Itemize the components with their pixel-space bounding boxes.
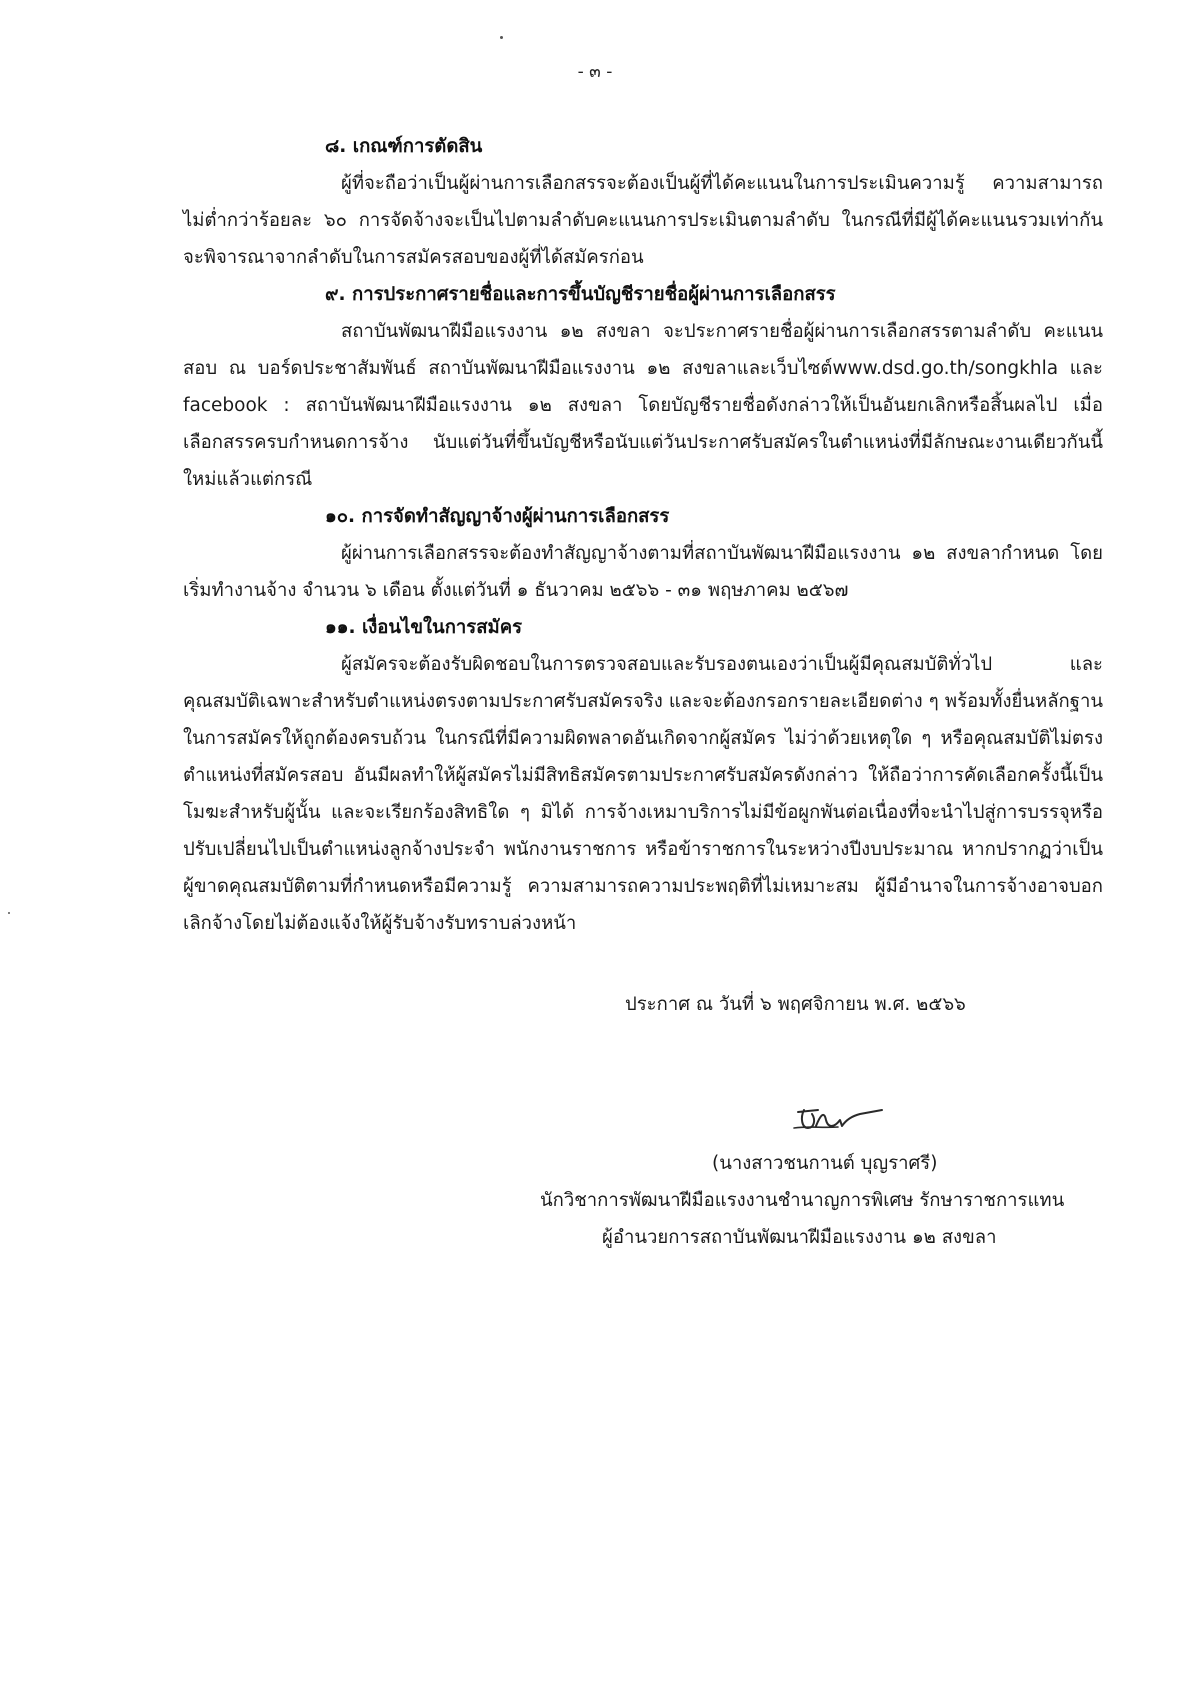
signatory-position-2: ผู้อำนวยการสถาบันพัฒนาฝีมือแรงงาน ๑๒ สงขลา bbox=[602, 1227, 997, 1248]
signatory-name: (นางสาวชนกานต์ บุญราศรี) bbox=[712, 1153, 938, 1174]
scan-speck bbox=[8, 912, 10, 914]
signature-block bbox=[540, 1145, 1110, 1256]
scan-speck bbox=[500, 36, 503, 39]
section-paragraph: ผู้ที่จะถือว่าเป็นผู้ผ่านการเลือกสรรจะต้องเป็นผู้ที่ได้คะแนนในการประเมินความรู้ ความสามารถ ไม่ต่ำกว่าร้อยละ ๖๐ การจัดจ้างจะเป็นไปตามลำดับคะแนนการประเมินตามลำดับ ในกรณีที่มีผู้ได้คะแนนรวมเท่ากัน จะพิจารณาจากลำดับในการสมัครสอบของผู้ที่ได้สมัครก่อน bbox=[183, 173, 1103, 268]
signatory-position: นักวิชาการพัฒนาฝีมือแรงงานชำนาญการพิเศษ รักษาราชการแทน bbox=[540, 1190, 1065, 1211]
page-number: - ๓ - bbox=[577, 62, 613, 82]
section-11-conditions bbox=[183, 609, 1103, 942]
handwritten-signature bbox=[790, 1098, 900, 1138]
section-heading: ๑๑. เงื่อนไขในการสมัคร bbox=[325, 617, 523, 638]
signature-scribble-icon bbox=[790, 1098, 900, 1138]
section-heading: ๑๐. การจัดทำสัญญาจ้างผู้ผ่านการเลือกสรร bbox=[325, 506, 670, 527]
section-heading: ๙. การประกาศรายชื่อและการขึ้นบัญชีรายชื่อผู้ผ่านการเลือกสรร bbox=[325, 284, 836, 305]
document-body bbox=[183, 128, 1103, 942]
section-paragraph: สถาบันพัฒนาฝีมือแรงงาน ๑๒ สงขลา จะประกาศรายชื่อผู้ผ่านการเลือกสรรตามลำดับ คะแนนสอบ ณ บอร์ดประชาสัมพันธ์ สถาบันพัฒนาฝีมือแรงงาน ๑๒ สงขลาและเว็บไซต์www.dsd.go.th/songkhla และ facebook : สถาบันพัฒนาฝีมือแรงงาน ๑๒ สงขลา โดยบัญชีรายชื่อดังกล่าวให้เป็นอันยกเลิกหรือสิ้นผลไป เมื่อเลือกสรรครบกำหนดการจ้าง นับแต่วันที่ขึ้นบัญชีหรือนับแต่วันประกาศรับสมัครในตำแหน่งที่มีลักษณะงานเดียวกันนี้ใหม่แล้วแต่กรณี bbox=[183, 321, 1103, 490]
section-8-criteria bbox=[183, 128, 1103, 276]
announcement-date: ประกาศ ณ วันที่ ๖ พฤศจิกายน พ.ศ. ๒๕๖๖ bbox=[625, 994, 966, 1015]
section-heading: ๘. เกณฑ์การตัดสิน bbox=[325, 136, 483, 157]
section-paragraph: ผู้ผ่านการเลือกสรรจะต้องทำสัญญาจ้างตามที่สถาบันพัฒนาฝีมือแรงงาน ๑๒ สงขลากำหนด โดยเริ่มทำงานจ้าง จำนวน ๖ เดือน ตั้งแต่วันที่ ๑ ธันวาคม ๒๕๖๖ - ๓๑ พฤษภาคม ๒๕๖๗ bbox=[183, 543, 1103, 601]
section-10-contract bbox=[183, 498, 1103, 609]
section-9-announcement bbox=[183, 276, 1103, 498]
section-paragraph: ผู้สมัครจะต้องรับผิดชอบในการตรวจสอบและรับรองตนเองว่าเป็นผู้มีคุณสมบัติทั่วไป และคุณสมบัติเฉพาะสำหรับตำแหน่งตรงตามประกาศรับสมัครจริง และจะต้องกรอกรายละเอียดต่าง ๆ พร้อมทั้งยื่นหลักฐานในการสมัครให้ถูกต้องครบถ้วน ในกรณีที่มีความผิดพลาดอันเกิดจากผู้สมัคร ไม่ว่าด้วยเหตุใด ๆ หรือคุณสมบัติไม่ตรงตำแหน่งที่สมัครสอบ อันมีผลทำให้ผู้สมัครไม่มีสิทธิสมัครตามประกาศรับสมัครดังกล่าว ให้ถือว่าการคัดเลือกครั้งนี้เป็นโมฆะสำหรับผู้นั้น และจะเรียกร้องสิทธิใด ๆ มิได้ การจ้างเหมาบริการไม่มีข้อผูกพันต่อเนื่องที่จะนำไปสู่การบรรจุหรือปรับเปลี่ยนไปเป็นตำแหน่งลูกจ้างประจำ พนักงานราชการ หรือข้าราชการในระหว่างปีงบประมาณ หากปรากฏว่าเป็นผู้ขาดคุณสมบัติตามที่กำหนดหรือมีความรู้ ความสามารถความประพฤติที่ไม่เหมาะสม ผู้มีอำนาจในการจ้างอาจบอกเลิกจ้างโดยไม่ต้องแจ้งให้ผู้รับจ้างรับทราบล่วงหน้า bbox=[183, 654, 1103, 934]
